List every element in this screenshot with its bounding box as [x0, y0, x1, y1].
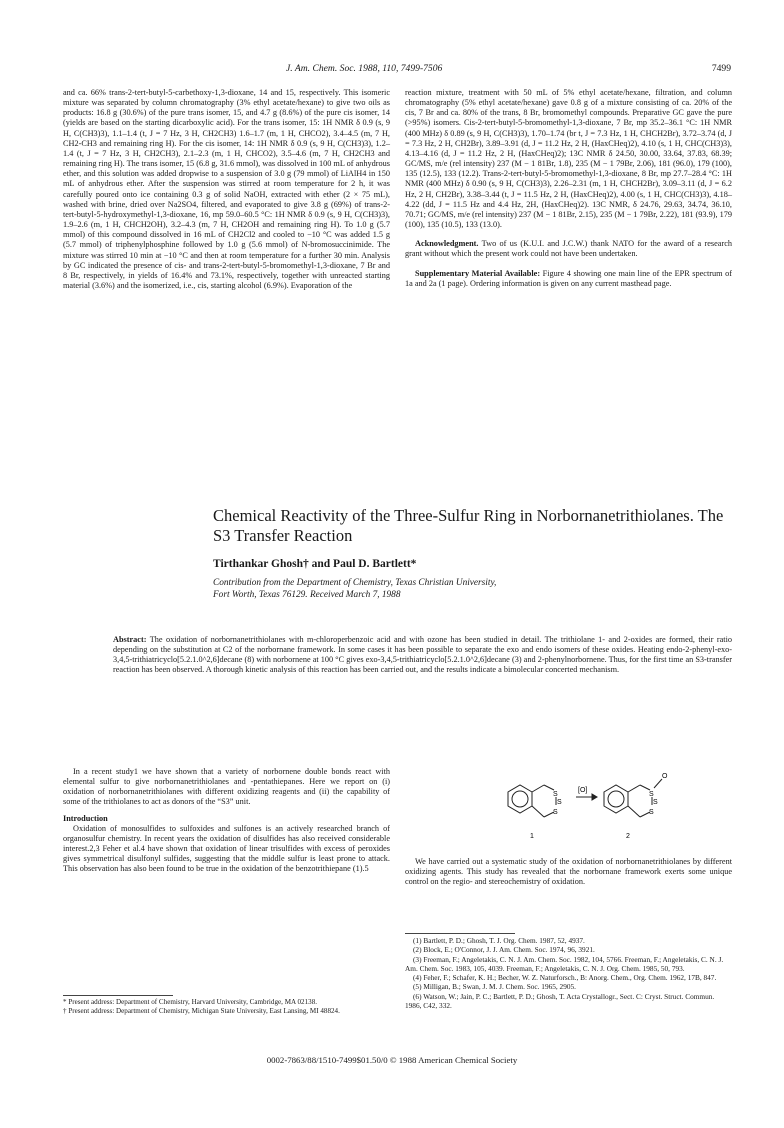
aromatic-circle-2: [608, 791, 624, 807]
supplementary-label: Supplementary Material Available:: [415, 268, 541, 278]
bond: [532, 806, 544, 817]
experimental-text-left: and ca. 66% trans-2-tert-butyl-5-carbethoxy-1,3-dioxane, 14 and 15, respectively. This isomeric mixture was separated by column chromatography (3% ethyl acetate/hexane) to give two oils as products: 16.8 g (30.6%) of the pure trans isomer, 15, and 4.7 g (8.6%) of the pure cis isomer, 14 (yields are based on the starting dicarboxylic acid). For the trans isomer, 15: 1H NMR δ 0.9 (s, 9 H, C(CH3)3), 1.1–1.4 (t, J = 7 Hz, 3 H, CH2CH3) 1.6–1.7 (m, 1 H, CHCO2), 3.4–4.5 (m, 7 H, CH2-CH3 and remaining ring H). For the cis isomer, 14: 1H NMR δ 0.9 (s, 9 H, C(CH3)3), 1.2–1.4 (t, J = 7 Hz, 3 H, CH2CH3), 2.1–2.3 (m, 1 H, CHCO2), 3.5–4.6 (m, 7 H, CH2CH3 and remaining ring H). The trans isomer, 15 (6.8 g, 31.6 mmol), was dissolved in 100 mL of anhydrous ether, and this solution was added dropwise to a suspension of 3.0 g (79 mmol) of LiAlH4 in 150 mL of anhydrous ether. After the suspension was stirred at room temperature for 2 h, it was carefully poured onto ice containing 0.3 g of solid NaOH, extracted with ether (2 × 75 mL), washed with brine, dried over Na2SO4, filtered, and evaporated to give 3.8 g (69%) of trans-2-tert-butyl-5-hydroxymethyl-1,3-dioxane, 16, mp 59.0–60.5 °C: 1H NMR δ 0.9 (s, 9 H, C(CH3)3), 1.9–2.6 (m, 1 H, CHCH2OH), 3.2–4.3 (m, 7 H, CH2OH and remaining ring H). To 1.0 g (5.7 mmol) of this compound dissolved in 16 mL of CH2Cl2 and cooled to −10 °C was added 1.5 g (5.7 mmol) of triphenylphosphine followed by 1.0 g (5.6 mmol) of N-bromosuccinimide. The mixture was stirred 10 min at −10 °C and then at room temperature for a further 30 min. Analysis by GC indicated the presence of cis- and trans-2-tert-butyl-5-bromomethyl-1,3-dioxane, 7 Br and 8 Br, respectively, in yields of 16.4% and 73.1%, respectively, together with unreacted starting material (3.6%) and the isomerized, i.e., cis, starting alcohol (6.9%). Evaporation of the: [63, 88, 390, 290]
experimental-column-left: [63, 88, 390, 291]
bond: [532, 785, 544, 792]
supplementary-material: [405, 269, 732, 289]
bond: [628, 806, 640, 817]
reference-item: (4) Feher, F.; Schafer, K. H.; Becher, W. Z. Naturforsch., B: Anorg. Chem., Org. Chem. 1962, 17B, 847.: [413, 973, 717, 983]
article-title: Chemical Reactivity of the Three-Sulfur Ring in Norbornanetrithiolanes. The S3 Transfer Reaction: [213, 506, 724, 545]
abstract-label: Abstract:: [113, 635, 147, 644]
footnote-2: † Present address: Department of Chemistry, Michigan State University, East Lansing, MI 48824.: [63, 1006, 340, 1015]
bond: [628, 785, 640, 792]
body-column-right: [405, 857, 732, 887]
article-affiliation: [213, 578, 733, 601]
abstract: [113, 635, 732, 675]
scheme-drawing: [496, 768, 686, 848]
body-right-text: We have carried out a systematic study of the oxidation of norbornanetrithiolanes by different oxidizing agents. This study has revealed that the norbornane framework exerts some unique control on the regio- and stereochemistry of oxidation.: [405, 857, 732, 887]
reference-item: (6) Watson, W.; Jain, P. C.; Bartlett, P. D.; Ghosh, T. Acta Crystallogr., Sect. C: Cryst. Struct. Commun. 1986, C42, 332.: [405, 991, 715, 1011]
reference-item: (5) Milligan, B.; Swan, J. M. J. Chem. Soc. 1965, 2905.: [413, 982, 576, 992]
abstract-text: The oxidation of norbornanetrithiolanes with m-chloroperbenzoic acid and with ozone has been studied in detail. The trithiolane 1- and 2-oxides are formed, their ratio depending on the substitution at C2 of the norbornane framework. In some cases it has been possible to separate the exo and endo isomers of these oxides. Heating endo-2-phenyl-exo-3,4,5-trithiatricyclo[5.2.1.0^2,6]decane (8) with norbornene at 100 °C gives exo-3,4,5-trithiatricyclo[5.2.1.0^2,6]decane (3) and 2-phenylnorbornene. Thus, for the first time an S3-transfer reaction has been observed. A thorough kinetic analysis of this reaction has been carried out, and the results indicate a bimolecular concerted mechanism.: [113, 635, 732, 675]
reference-item: (3) Freeman, F.; Angeletakis, C. N. J. Am. Chem. Soc. 1982, 104, 5766. Freeman, F.; Angeletakis, C. N. J. Am. Chem. Soc. 1983, 105, 4039. Freeman, F.; Angeletakis, C. N. J. Org. Chem. 1985, 50, 793.: [405, 954, 724, 973]
affiliation-line-1: Contribution from the Department of Chemistry, Texas Christian University,: [213, 578, 497, 588]
experimental-column-right: [405, 88, 732, 289]
page-number: 7499: [711, 63, 731, 74]
author-footnotes: [63, 998, 390, 1015]
acknowledgment: [405, 239, 732, 259]
atom-sulfur: S: [653, 799, 658, 806]
references-divider: [405, 933, 515, 934]
reference-item: (1) Bartlett, P. D.; Ghosh, T. J. Org. Chem. 1987, 52, 4937.: [413, 936, 585, 945]
introduction-text: Oxidation of monosulfides to sulfoxides and sulfones is an actively researched branch of organosulfur chemistry. In recent years the oxidation of disulfides has also received considerable interest.2,3 Feher et al.4 have shown that oxidation of linear trisulfides with excess of peroxides gives symmetrical disulfonyl sulfides, suggesting that the middle sulfur is least prone to attack. This observation has also been found to be true in the oxidation of the benzotrithiepane (1).5: [63, 823, 390, 874]
article-authors: Tirthankar Ghosh† and Paul D. Bartlett*: [213, 558, 417, 570]
compound-label-1: 1: [530, 833, 534, 840]
intro-paragraph: In a recent study1 we have shown that a variety of norbornene double bonds react with elemental sulfur to give norbornanetrithiolanes and -pentathiepanes. Here we report on (i) oxidation of norbornanetrithiolanes with different oxidizing reagents and (ii) the capability of some of the trithiolanes to act as donors of the “S3” unit.: [63, 767, 390, 807]
atom-sulfur: S: [649, 791, 654, 798]
atom-oxygen: O: [662, 773, 668, 780]
section-heading-introduction: Introduction: [63, 813, 108, 823]
compound-label-2: 2: [626, 833, 630, 840]
reaction-scheme: [496, 768, 686, 848]
sulfoxide-bond: [654, 779, 662, 788]
atom-sulfur: S: [553, 809, 558, 816]
journal-citation: J. Am. Chem. Soc. 1988, 110, 7499-7506: [286, 63, 443, 74]
atom-sulfur: S: [553, 791, 558, 798]
bond: [544, 785, 554, 790]
affiliation-line-2: Fort Worth, Texas 76129. Received March 7, 1988: [213, 589, 401, 600]
atom-sulfur: S: [557, 799, 562, 806]
footnote-1: * Present address: Department of Chemistry, Harvard University, Cambridge, MA 02138.: [63, 998, 318, 1006]
running-head: [54, 63, 731, 77]
acknowledgment-text: Two of us (K.U.I. and J.C.W.) thank NATO for the award of a research grant without which the present work could not have been undertaken.: [405, 239, 732, 259]
experimental-text-right: reaction mixture, treatment with 50 mL of 5% ethyl acetate/hexane, filtration, and column chromatography (5% ethyl acetate/hexane) gave 0.8 g of a mixture consisting of ca. 20% of the cis, 7 Br and ca. 80% of the trans, 8 Br, bromomethyl compounds. Preparative GC gave the pure (>95%) isomers. Cis-2-tert-butyl-5-bromomethyl-1,3-dioxane, 7 Br, mp 35.2–36.1 °C: 1H NMR (400 MHz) δ 0.89 (s, 9 H, C(CH3)3), 1.70–1.74 (br t, J = 7.3 Hz, 1 H, CHCH2Br), 3.72–3.74 (d, J = 7.3 Hz, 2 H, CH2Br), 3.89–3.91 (d, J = 11.2 Hz, 2 H, (HaxCHeq)2), 4.10 (s, 1 H, CHC(CH3)3), 4.13–4.16 (d, J = 11.2 Hz, 2 H, (HaxCHeq)2); 13C NMR δ 24.50, 30.00, 33.64, 37.83, 68.39; GC/MS, m/e (rel intensity) 237 (M − 1 81Br, 1.8), 235 (M − 1 79Br, 2.06), 181 (96.0), 179 (100), 135 (12.5), 133 (12.2). Trans-2-tert-butyl-5-bromomethyl-1,3-dioxane, 8 Br, mp 27.7–28.4 °C: 1H NMR (400 MHz) δ 0.90 (s, 9 H, C(CH3)3), 2.26–2.31 (m, 1 H, CHCH2Br), 3.09–3.11 (d, J = 6.2 Hz, 2 H, CH2Br), 3.38–3.44 (t, J = 11.5 Hz, 2 H, (HaxCHeq)2), 4.00 (s, 1 H, CHC(CH3)3), 4.18–4.22 (dd, J = 11.5 Hz and 4.4 Hz, 2H, (HaxCHeq)2). 13C NMR, δ 24.76, 29.63, 34.74, 36.10, 70.71; GC/MS, m/e (rel intensity) 237 (M − 1 81Br, 2.15), 235 (M − 1 79Br, 2.22), 181 (93.9), 179 (100), 135 (10.5), 133 (13.0).: [405, 88, 732, 230]
page-footer: 0002-7863/88/1510-7499$01.50/0 © 1988 American Chemical Society: [266, 1055, 518, 1065]
references: [405, 936, 732, 1010]
reagent-label: [O]: [578, 787, 588, 794]
body-column-left: [63, 767, 390, 875]
reference-item: (2) Block, E.; O'Connor, J. J. Am. Chem. Soc. 1974, 96, 3921.: [413, 945, 595, 955]
article-header: [213, 506, 733, 601]
supplementary-text: Figure 4 showing one main line of the EPR spectrum of 1a and 2a (1 page). Ordering information is given on any current masthead page.: [405, 268, 732, 288]
aromatic-circle-1: [512, 791, 528, 807]
bond: [640, 785, 650, 790]
footnote-divider: [63, 995, 173, 996]
reaction-arrow-head: [592, 794, 597, 800]
acknowledgment-label: Acknowledgment.: [415, 239, 479, 249]
atom-sulfur: S: [649, 809, 654, 816]
